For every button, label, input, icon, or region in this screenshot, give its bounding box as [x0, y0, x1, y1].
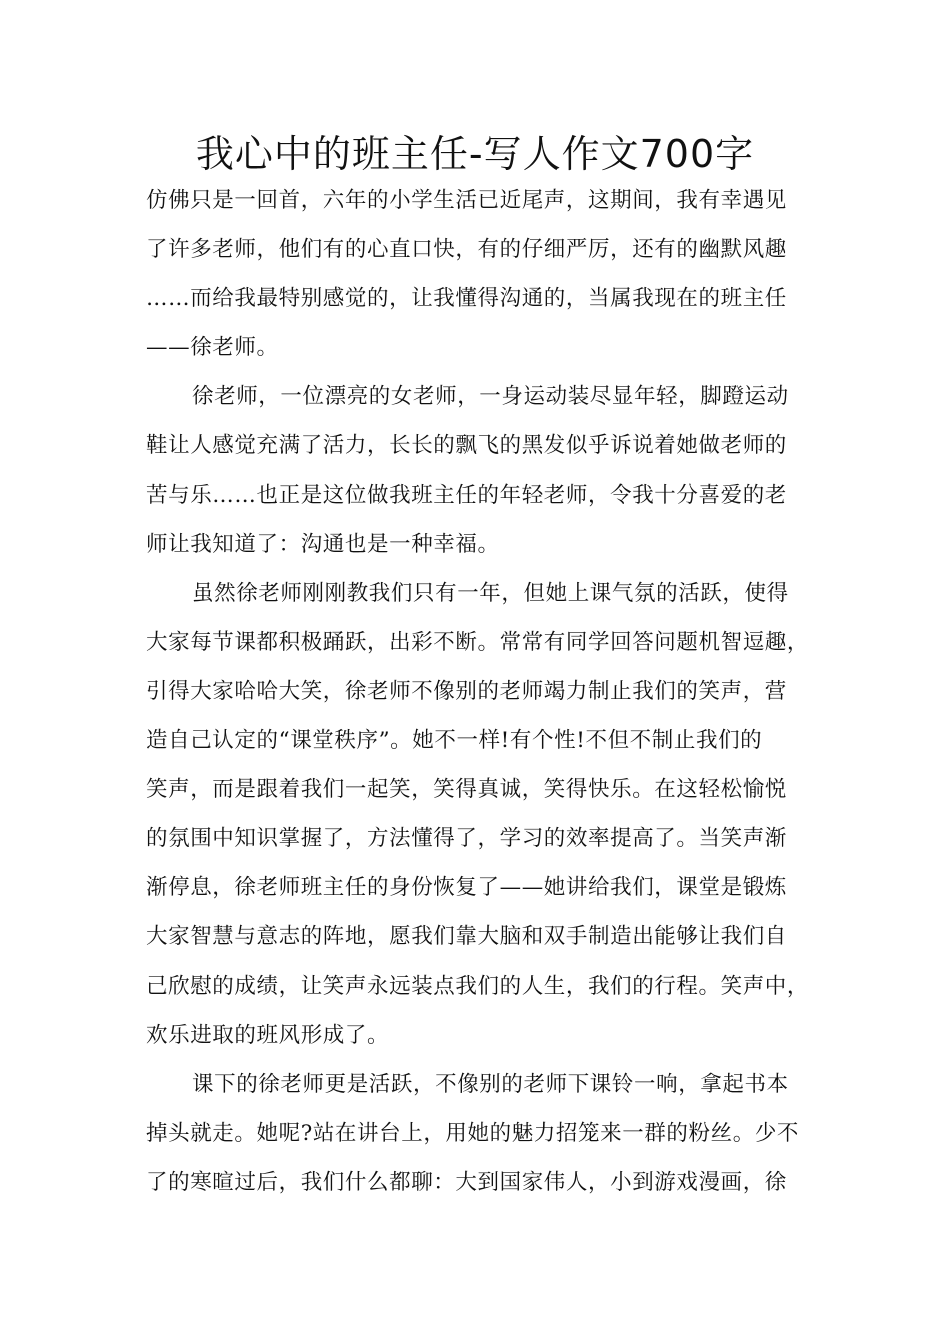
text-line: 笑声，而是跟着我们一起笑，笑得真诚，笑得快乐。在这轻松愉悦 [146, 777, 787, 803]
text-line: 课下的徐老师更是活跃，不像别的老师下课铃一响，拿起书本 [192, 1071, 789, 1097]
text-line: 的氛围中知识掌握了，方法懂得了，学习的效率提高了。当笑声渐 [146, 826, 787, 852]
document-body [146, 176, 818, 1207]
text-line: 造自己认定的“课堂秩序”。她不一样!有个性!不但不制止我们的 [146, 728, 763, 754]
text-line: 大家每节课都积极踊跃，出彩不断。常常有同学回答问题机智逗趣， [146, 629, 810, 655]
text-line: 仿佛只是一回首，六年的小学生活已近尾声，这期间，我有幸遇见 [146, 188, 787, 213]
text-line: 掉头就走。她呢?站在讲台上，用她的魅力招笼来一群的粉丝。少不 [146, 1120, 800, 1146]
text-line: 了的寒暄过后，我们什么都聊：大到国家伟人，小到游戏漫画，徐 [146, 1169, 787, 1195]
text-line: 苦与乐……也正是这位做我班主任的年轻老师，令我十分喜爱的老 [146, 482, 787, 508]
text-line: 了许多老师，他们有的心直口快，有的仔细严厉，还有的幽默风趣 [146, 237, 787, 263]
text-line: 引得大家哈哈大笑，徐老师不像别的老师竭力制止我们的笑声，营 [146, 678, 787, 704]
text-line: ……而给我最特别感觉的，让我懂得沟通的，当属我现在的班主任 [146, 286, 787, 312]
text-line: ——徐老师。 [146, 335, 279, 361]
text-line: 己欣慰的成绩，让笑声永远装点我们的人生，我们的行程。笑声中， [146, 973, 810, 999]
text-line: 大家智慧与意志的阵地，愿我们靠大脑和双手制造出能够让我们自 [146, 924, 787, 950]
document-title: 我心中的班主任-写人作文700字 [195, 132, 755, 176]
text-line: 虽然徐老师刚刚教我们只有一年，但她上课气氛的活跃，使得 [192, 580, 789, 606]
text-line: 徐老师，一位漂亮的女老师，一身运动装尽显年轻，脚蹬运动 [192, 384, 789, 410]
text-line: 鞋让人感觉充满了活力，长长的飘飞的黑发似乎诉说着她做老师的 [146, 433, 787, 459]
text-line: 师让我知道了：沟通也是一种幸福。 [146, 531, 500, 557]
text-line: 渐停息，徐老师班主任的身份恢复了——她讲给我们，课堂是锻炼 [146, 875, 787, 901]
text-line: 欢乐进取的班风形成了。 [146, 1022, 390, 1048]
